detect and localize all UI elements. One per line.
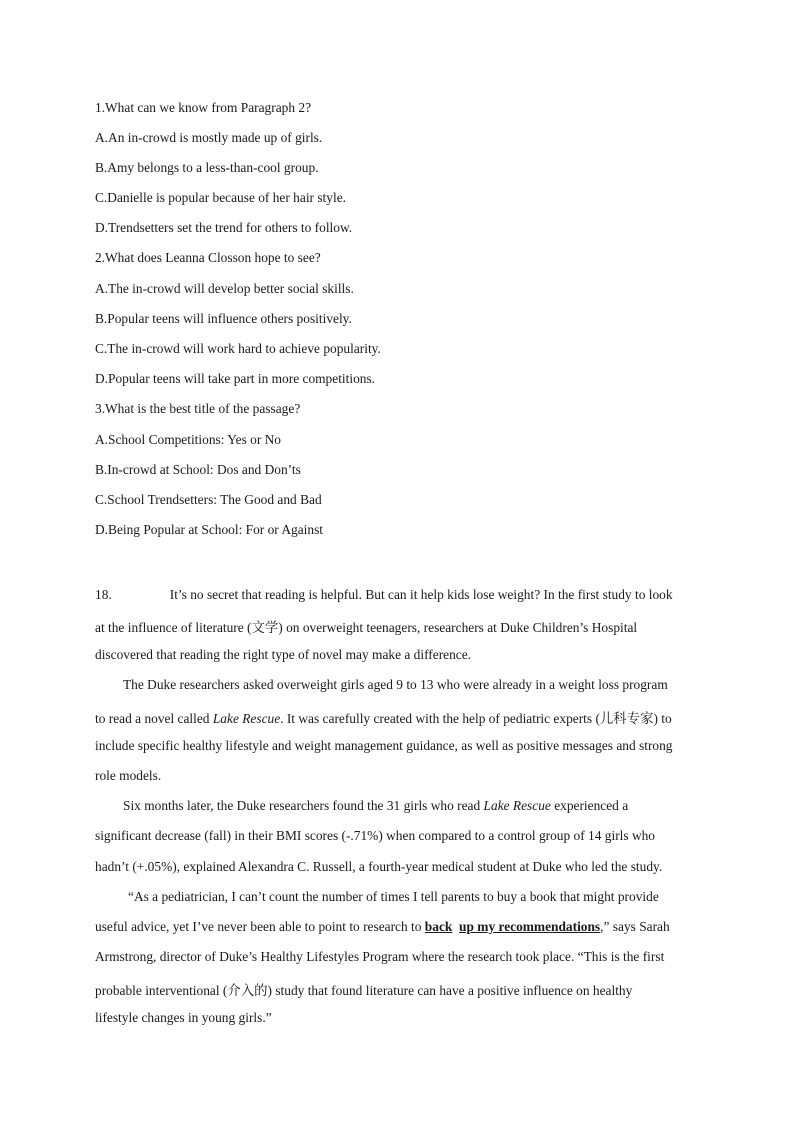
question-2-stem: 2.What does Leanna Closson hope to see? bbox=[95, 250, 321, 265]
question-2-option-b: B.Popular teens will influence others positively. bbox=[95, 311, 352, 326]
underlined-phrase-back: back bbox=[424, 919, 453, 934]
passage-text: useful advice, yet I’ve never been able to point to research to bbox=[95, 919, 425, 934]
question-2-option-c: C.The in-crowd will work hard to achieve popularity. bbox=[95, 341, 381, 356]
passage-line: at the influence of literature (文学) on overweight teenagers, researchers at Duke Children’s Hospital bbox=[95, 620, 638, 635]
passage-line: Armstrong, director of Duke’s Healthy Lifestyles Program where the research took place. “This is the first bbox=[95, 949, 665, 964]
passage-line bbox=[95, 919, 670, 935]
passage-text: experienced a bbox=[550, 798, 629, 813]
question-3-option-c: C.School Trendsetters: The Good and Bad bbox=[95, 492, 322, 507]
passage-line: hadn’t (+.05%), explained Alexandra C. Russell, a fourth-year medical student at Duke who led the study. bbox=[95, 859, 663, 874]
question-3-stem: 3.What is the best title of the passage? bbox=[95, 401, 301, 416]
question-3-option-a: A.School Competitions: Yes or No bbox=[95, 432, 281, 447]
underlined-phrase-recommendations: up my recommendations bbox=[459, 919, 601, 934]
passage-line: discovered that reading the right type of novel may make a difference. bbox=[95, 647, 472, 662]
passage-line bbox=[95, 677, 668, 693]
passage-text: to read a novel called bbox=[95, 711, 213, 726]
passage-line bbox=[95, 708, 672, 727]
question-1-option-b: B.Amy belongs to a less-than-cool group. bbox=[95, 160, 319, 175]
passage-line bbox=[95, 587, 673, 603]
novel-title: Lake Rescue bbox=[212, 711, 281, 726]
passage-text: “As a pediatrician, I can’t count the number of times I tell parents to buy a book that might provide bbox=[128, 889, 659, 904]
passage-line bbox=[95, 889, 659, 905]
question-3-option-b: B.In-crowd at School: Dos and Don’ts bbox=[95, 462, 301, 477]
passage-number: 18. bbox=[95, 587, 112, 602]
question-1-option-d: D.Trendsetters set the trend for others to follow. bbox=[95, 220, 353, 235]
passage-line bbox=[95, 798, 628, 814]
passage-line: probable interventional (介入的) study that found literature can have a positive influence on healthy bbox=[95, 983, 633, 998]
question-2-option-d: D.Popular teens will take part in more competitions. bbox=[95, 371, 376, 386]
passage-line: include specific healthy lifestyle and weight management guidance, as well as positive messages and strong bbox=[95, 738, 673, 753]
passage-line: lifestyle changes in young girls.” bbox=[95, 1010, 272, 1025]
passage-line: significant decrease (fall) in their BMI scores (-.71%) when compared to a control group of 14 girls who bbox=[95, 828, 656, 843]
passage-text: . It was carefully created with the help of pediatric experts (儿科专家) to bbox=[280, 711, 672, 726]
passage-text: ,” says Sarah bbox=[600, 919, 670, 934]
passage-text: It’s no secret that reading is helpful. But can it help kids lose weight? In the first study to look bbox=[169, 587, 673, 602]
question-1-stem: 1.What can we know from Paragraph 2? bbox=[95, 100, 312, 115]
question-1-option-a: A.An in-crowd is mostly made up of girls. bbox=[95, 130, 323, 145]
passage-text: Six months later, the Duke researchers found the 31 girls who read bbox=[123, 798, 484, 813]
novel-title: Lake Rescue bbox=[483, 798, 551, 813]
question-3-option-d: D.Being Popular at School: For or Against bbox=[95, 522, 323, 537]
passage-line: role models. bbox=[95, 768, 162, 783]
passage-text: The Duke researchers asked overweight girls aged 9 to 13 who were already in a weight loss program bbox=[123, 677, 668, 692]
question-1-option-c: C.Danielle is popular because of her hair style. bbox=[95, 190, 346, 205]
question-2-option-a: A.The in-crowd will develop better social skills. bbox=[95, 281, 354, 296]
